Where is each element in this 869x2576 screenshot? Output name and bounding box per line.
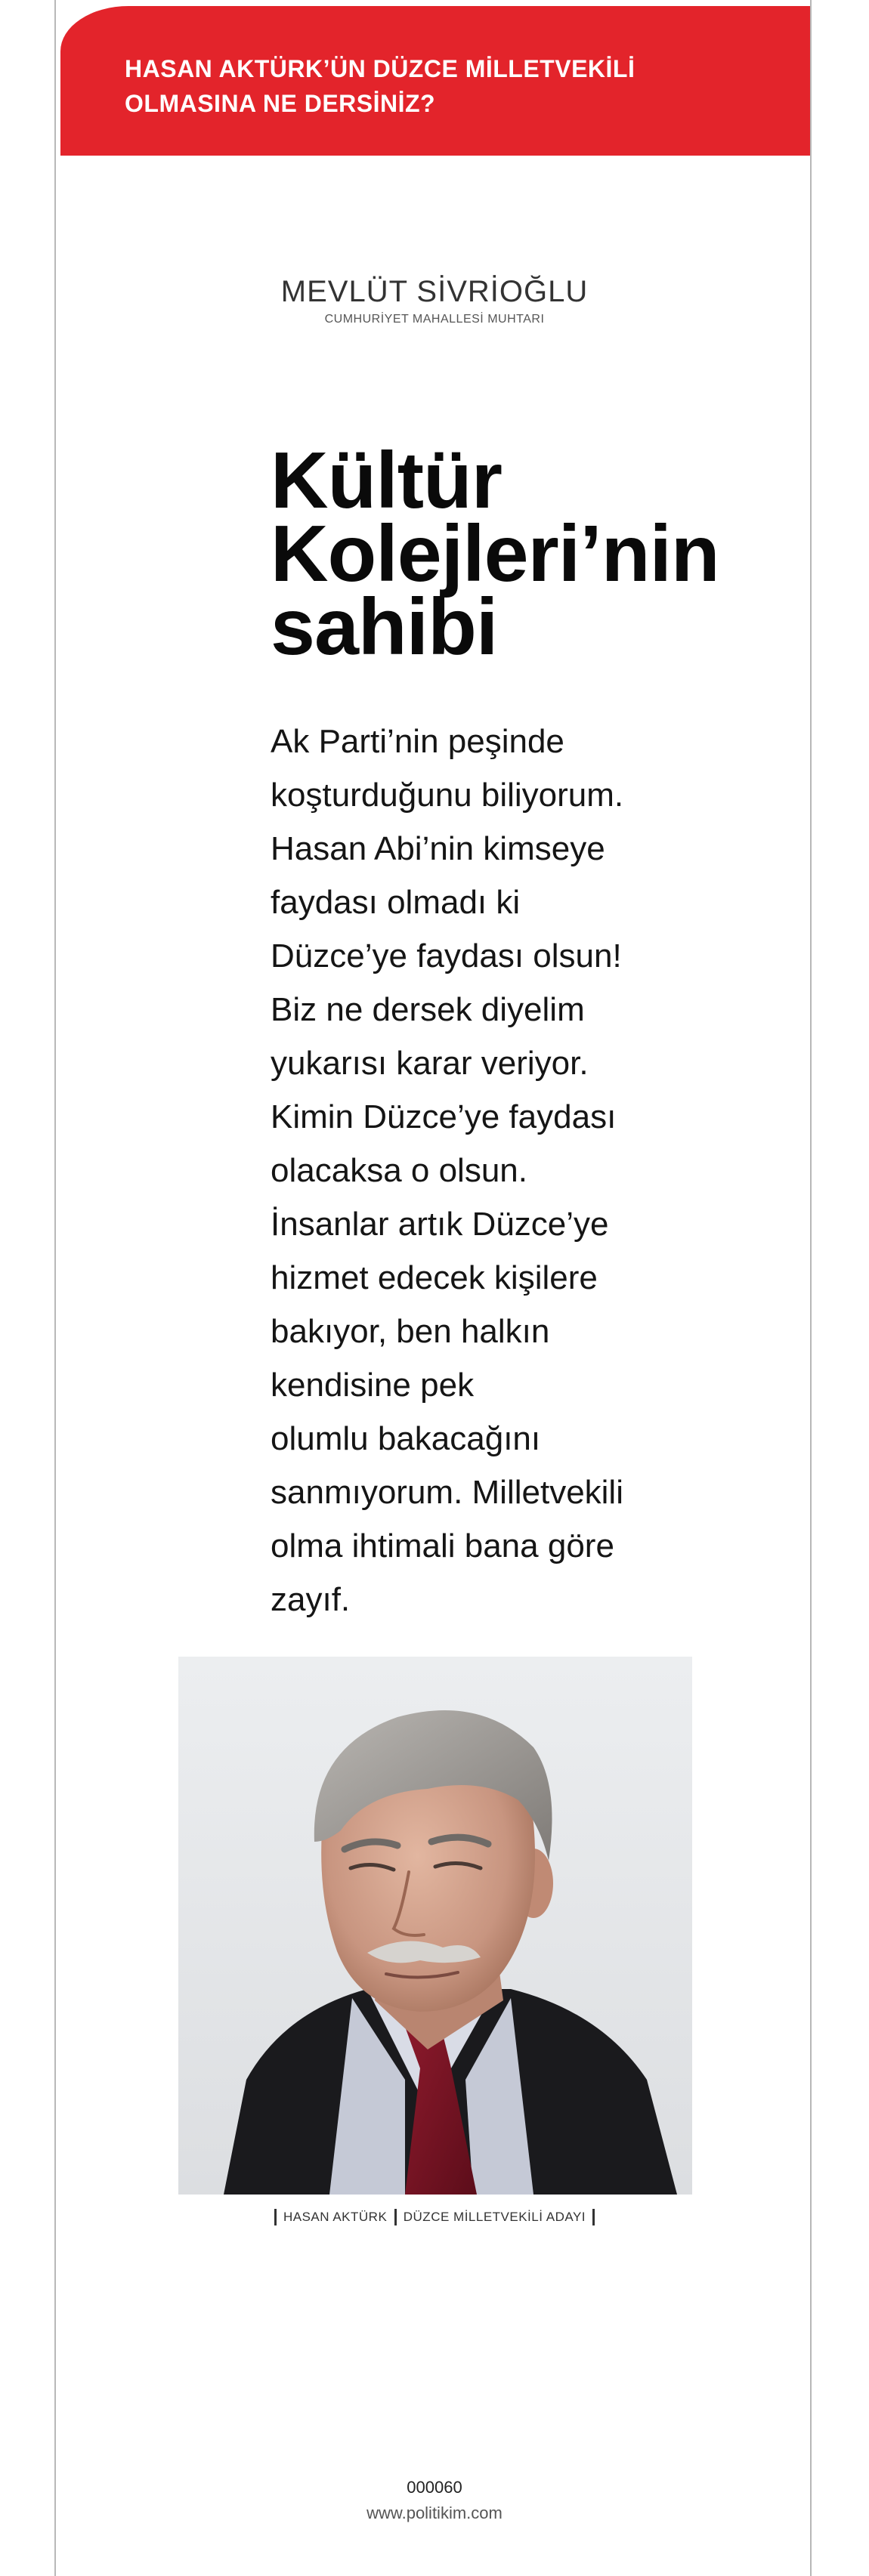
caption-separator <box>394 2209 397 2225</box>
headline-line: sahibi <box>271 582 498 672</box>
author-name: MEVLÜT SİVRİOĞLU <box>280 275 589 308</box>
photo-caption <box>0 2209 869 2225</box>
author-title: CUMHURİYET MAHALLESİ MUHTARI <box>324 313 545 326</box>
caption-separator <box>274 2209 277 2225</box>
page-number: 000060 <box>407 2478 462 2497</box>
page-footer <box>0 2475 869 2526</box>
body-line: yukarısı karar veriyor. <box>271 1045 589 1082</box>
portrait-photo <box>178 1657 692 2195</box>
header-banner <box>60 6 810 156</box>
body-line: Hasan Abi’nin kimseye <box>271 830 605 867</box>
body-line: kendisine pek <box>271 1367 475 1404</box>
caption-role: DÜZCE MİLLETVEKİLİ ADAYI <box>403 2210 586 2224</box>
body-line: hizmet edecek kişilere <box>271 1259 598 1296</box>
body-line: faydası olmadı ki <box>271 884 521 921</box>
author-block <box>0 273 869 326</box>
body-line: Ak Parti’nin peşinde <box>271 723 564 760</box>
caption-name: HASAN AKTÜRK <box>283 2210 388 2224</box>
headline-line: Kültür <box>271 436 503 525</box>
body-line: olumlu bakacağını <box>271 1420 541 1457</box>
body-line: zayıf. <box>271 1581 351 1618</box>
header-question-line-2: OLMASINA NE DERSİNİZ? <box>125 90 436 117</box>
body-line: koşturduğunu biliyorum. <box>271 777 624 814</box>
header-question-line-1: HASAN AKTÜRK’ÜN DÜZCE MİLLETVEKİLİ <box>125 55 636 82</box>
body-line: olma ihtimali bana göre <box>271 1527 614 1564</box>
body-line: bakıyor, ben halkın <box>271 1313 550 1350</box>
headline <box>271 436 799 672</box>
article-body <box>271 715 694 1626</box>
body-line: sanmıyorum. Milletvekili <box>271 1474 623 1511</box>
portrait-illustration <box>178 1657 692 2195</box>
body-line: Düzce’ye faydası olsun! <box>271 937 622 974</box>
caption-separator <box>592 2209 595 2225</box>
footer-url: www.politikim.com <box>366 2503 503 2522</box>
body-line: Biz ne dersek diyelim <box>271 991 585 1028</box>
headline-line: Kolejleri’nin <box>271 509 719 598</box>
body-line: olacaksa o olsun. <box>271 1152 527 1189</box>
body-line: Kimin Düzce’ye faydası <box>271 1098 617 1135</box>
body-line: İnsanlar artık Düzce’ye <box>271 1206 609 1243</box>
